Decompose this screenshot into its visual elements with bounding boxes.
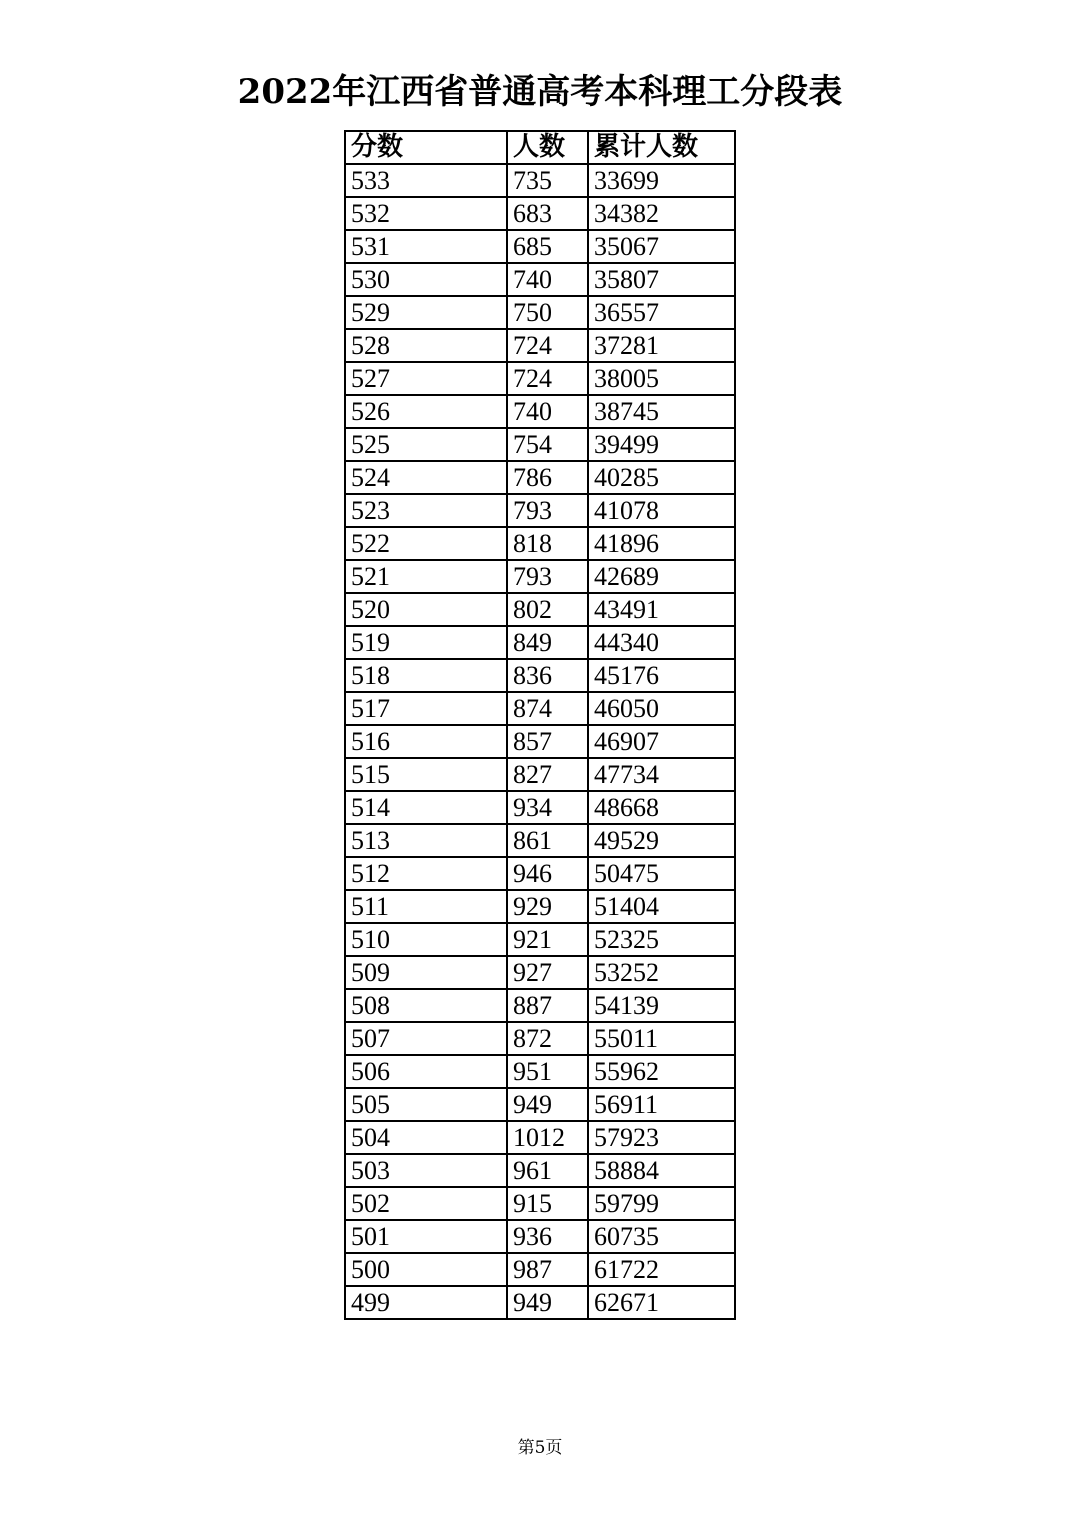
cell-cumulative: 38005 — [588, 362, 735, 395]
cell-score: 528 — [345, 329, 507, 362]
header-score: 分数 — [345, 131, 507, 164]
table-row — [345, 1253, 735, 1286]
table-row — [345, 824, 735, 857]
cell-cumulative: 55011 — [588, 1022, 735, 1055]
table-row — [345, 758, 735, 791]
cell-cumulative: 48668 — [588, 791, 735, 824]
table-row — [345, 230, 735, 263]
cell-cumulative: 44340 — [588, 626, 735, 659]
cell-count: 849 — [507, 626, 588, 659]
cell-cumulative: 49529 — [588, 824, 735, 857]
cell-count: 915 — [507, 1187, 588, 1220]
table-row — [345, 1154, 735, 1187]
cell-cumulative: 56911 — [588, 1088, 735, 1121]
table-row — [345, 1220, 735, 1253]
cell-cumulative: 59799 — [588, 1187, 735, 1220]
table-row — [345, 263, 735, 296]
cell-cumulative: 38745 — [588, 395, 735, 428]
table-row — [345, 164, 735, 197]
cell-count: 740 — [507, 263, 588, 296]
table-row — [345, 461, 735, 494]
cell-count: 802 — [507, 593, 588, 626]
table-row — [345, 527, 735, 560]
table-row — [345, 395, 735, 428]
cell-score: 525 — [345, 428, 507, 461]
cell-score: 527 — [345, 362, 507, 395]
cell-count: 936 — [507, 1220, 588, 1253]
cell-cumulative: 36557 — [588, 296, 735, 329]
table-row — [345, 1055, 735, 1088]
cell-cumulative: 55962 — [588, 1055, 735, 1088]
cell-cumulative: 35067 — [588, 230, 735, 263]
cell-count: 724 — [507, 329, 588, 362]
cell-score: 504 — [345, 1121, 507, 1154]
cell-count: 793 — [507, 560, 588, 593]
cell-count: 861 — [507, 824, 588, 857]
cell-score: 533 — [345, 164, 507, 197]
cell-cumulative: 37281 — [588, 329, 735, 362]
cell-count: 927 — [507, 956, 588, 989]
table-row — [345, 1022, 735, 1055]
table-row — [345, 923, 735, 956]
table-row — [345, 1088, 735, 1121]
cell-score: 531 — [345, 230, 507, 263]
cell-count: 949 — [507, 1286, 588, 1319]
cell-count: 872 — [507, 1022, 588, 1055]
table-row — [345, 296, 735, 329]
cell-count: 887 — [507, 989, 588, 1022]
cell-count: 685 — [507, 230, 588, 263]
cell-cumulative: 54139 — [588, 989, 735, 1022]
cell-score: 526 — [345, 395, 507, 428]
table-row — [345, 857, 735, 890]
cell-score: 523 — [345, 494, 507, 527]
cell-cumulative: 39499 — [588, 428, 735, 461]
cell-count: 724 — [507, 362, 588, 395]
cell-score: 517 — [345, 692, 507, 725]
cell-cumulative: 43491 — [588, 593, 735, 626]
score-distribution-table — [344, 130, 736, 1320]
table-row — [345, 659, 735, 692]
cell-count: 987 — [507, 1253, 588, 1286]
cell-count: 857 — [507, 725, 588, 758]
cell-score: 502 — [345, 1187, 507, 1220]
cell-count: 818 — [507, 527, 588, 560]
cell-cumulative: 57923 — [588, 1121, 735, 1154]
cell-score: 509 — [345, 956, 507, 989]
table-row — [345, 692, 735, 725]
cell-score: 512 — [345, 857, 507, 890]
cell-cumulative: 42689 — [588, 560, 735, 593]
cell-count: 951 — [507, 1055, 588, 1088]
cell-count: 929 — [507, 890, 588, 923]
cell-score: 519 — [345, 626, 507, 659]
cell-score: 529 — [345, 296, 507, 329]
table-row — [345, 1121, 735, 1154]
cell-score: 500 — [345, 1253, 507, 1286]
cell-cumulative: 47734 — [588, 758, 735, 791]
table-row — [345, 956, 735, 989]
cell-score: 501 — [345, 1220, 507, 1253]
cell-score: 520 — [345, 593, 507, 626]
table-row — [345, 626, 735, 659]
cell-cumulative: 41078 — [588, 494, 735, 527]
cell-cumulative: 60735 — [588, 1220, 735, 1253]
cell-score: 530 — [345, 263, 507, 296]
page-title: 2022年江西省普通高考本科理工分段表 — [237, 72, 843, 112]
cell-score: 522 — [345, 527, 507, 560]
table-row — [345, 362, 735, 395]
table-row — [345, 593, 735, 626]
table-header-row — [345, 131, 735, 164]
cell-cumulative: 51404 — [588, 890, 735, 923]
cell-count: 874 — [507, 692, 588, 725]
cell-cumulative: 50475 — [588, 857, 735, 890]
cell-score: 521 — [345, 560, 507, 593]
cell-cumulative: 34382 — [588, 197, 735, 230]
cell-cumulative: 46907 — [588, 725, 735, 758]
cell-score: 518 — [345, 659, 507, 692]
cell-count: 827 — [507, 758, 588, 791]
cell-count: 949 — [507, 1088, 588, 1121]
table-row — [345, 560, 735, 593]
table-row — [345, 725, 735, 758]
cell-cumulative: 46050 — [588, 692, 735, 725]
cell-score: 514 — [345, 791, 507, 824]
table-row — [345, 1187, 735, 1220]
cell-count: 961 — [507, 1154, 588, 1187]
cell-count: 921 — [507, 923, 588, 956]
cell-score: 503 — [345, 1154, 507, 1187]
header-cumulative: 累计人数 — [588, 131, 735, 164]
cell-score: 510 — [345, 923, 507, 956]
table-row — [345, 428, 735, 461]
cell-cumulative: 62671 — [588, 1286, 735, 1319]
cell-count: 836 — [507, 659, 588, 692]
table-body — [345, 164, 735, 1319]
cell-count: 750 — [507, 296, 588, 329]
page-number: 第5页 — [517, 1438, 563, 1458]
cell-count: 934 — [507, 791, 588, 824]
cell-cumulative: 52325 — [588, 923, 735, 956]
cell-count: 740 — [507, 395, 588, 428]
table-row — [345, 989, 735, 1022]
cell-score: 507 — [345, 1022, 507, 1055]
table-row — [345, 329, 735, 362]
table-row — [345, 494, 735, 527]
cell-count: 946 — [507, 857, 588, 890]
cell-score: 511 — [345, 890, 507, 923]
table-row — [345, 197, 735, 230]
cell-cumulative: 40285 — [588, 461, 735, 494]
cell-cumulative: 41896 — [588, 527, 735, 560]
table-row — [345, 791, 735, 824]
header-count: 人数 — [507, 131, 588, 164]
table-row — [345, 890, 735, 923]
cell-score: 516 — [345, 725, 507, 758]
cell-score: 505 — [345, 1088, 507, 1121]
cell-score: 515 — [345, 758, 507, 791]
cell-score: 513 — [345, 824, 507, 857]
cell-count: 1012 — [507, 1121, 588, 1154]
cell-score: 499 — [345, 1286, 507, 1319]
cell-count: 683 — [507, 197, 588, 230]
cell-count: 735 — [507, 164, 588, 197]
cell-cumulative: 61722 — [588, 1253, 735, 1286]
cell-cumulative: 58884 — [588, 1154, 735, 1187]
cell-count: 754 — [507, 428, 588, 461]
cell-score: 524 — [345, 461, 507, 494]
cell-score: 506 — [345, 1055, 507, 1088]
table-row — [345, 1286, 735, 1319]
cell-cumulative: 33699 — [588, 164, 735, 197]
cell-cumulative: 53252 — [588, 956, 735, 989]
cell-count: 793 — [507, 494, 588, 527]
cell-score: 508 — [345, 989, 507, 1022]
cell-count: 786 — [507, 461, 588, 494]
cell-score: 532 — [345, 197, 507, 230]
cell-cumulative: 45176 — [588, 659, 735, 692]
cell-cumulative: 35807 — [588, 263, 735, 296]
